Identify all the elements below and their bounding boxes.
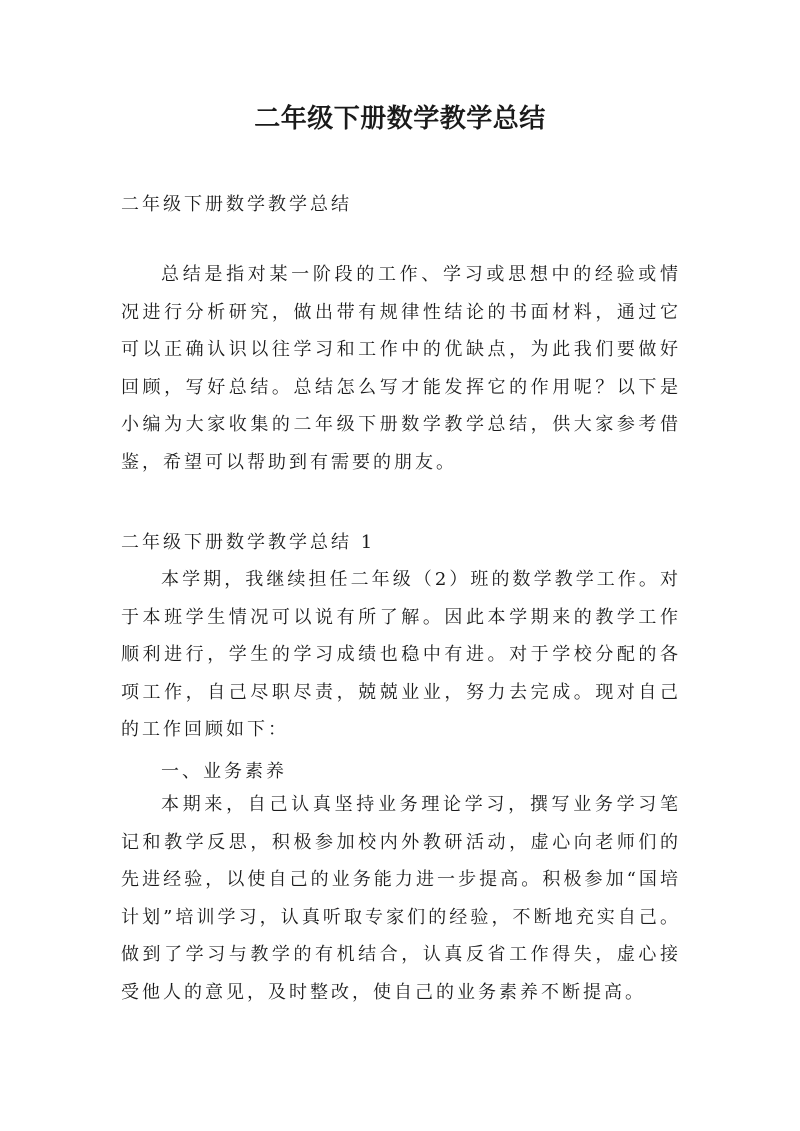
section-1-paragraph: 本期来，自己认真坚持业务理论学习，撰写业务学习笔记和教学反思，积极参加校内外教研活动，虚心向老师们的先进经验，以使自己的业务能力进一步提高。积极参加“国培计划”培训学习，认真听取专家们的经验，不断地充实自己。做到了学习与教学的有机结合，认真反省工作得失，虚心接受他人的意见，及时整改，使自己的业务素养不断提高。 bbox=[121, 794, 681, 1003]
intro-paragraph: 总结是指对某一阶段的工作、学习或思想中的经验或情况进行分析研究，做出带有规律性结论的书面材料，通过它可以正确认识以往学习和工作中的优缺点，为此我们要做好回顾，写好总结。总结怎么写才能发挥它的作用呢？以下是小编为大家收集的二年级下册数学教学总结，供大家参考借鉴，希望可以帮助到有需要的朋友。 bbox=[121, 264, 681, 473]
document-subtitle: 二年级下册数学教学总结 bbox=[121, 194, 352, 215]
summary-1-heading: 二年级下册数学教学总结 1 bbox=[121, 532, 376, 553]
summary-1-paragraph: 本学期，我继续担任二年级（2）班的数学教学工作。对于本班学生情况可以说有所了解。因此本学期来的教学工作顺利进行，学生的学习成绩也稳中有进。对于学校分配的各项工作，自己尽职尽责，兢兢业业，努力去完成。现对自己的工作回顾如下： bbox=[121, 569, 681, 741]
document-title: 二年级下册数学教学总结 bbox=[254, 104, 546, 134]
section-1-heading: 一、业务素养 bbox=[161, 761, 287, 782]
